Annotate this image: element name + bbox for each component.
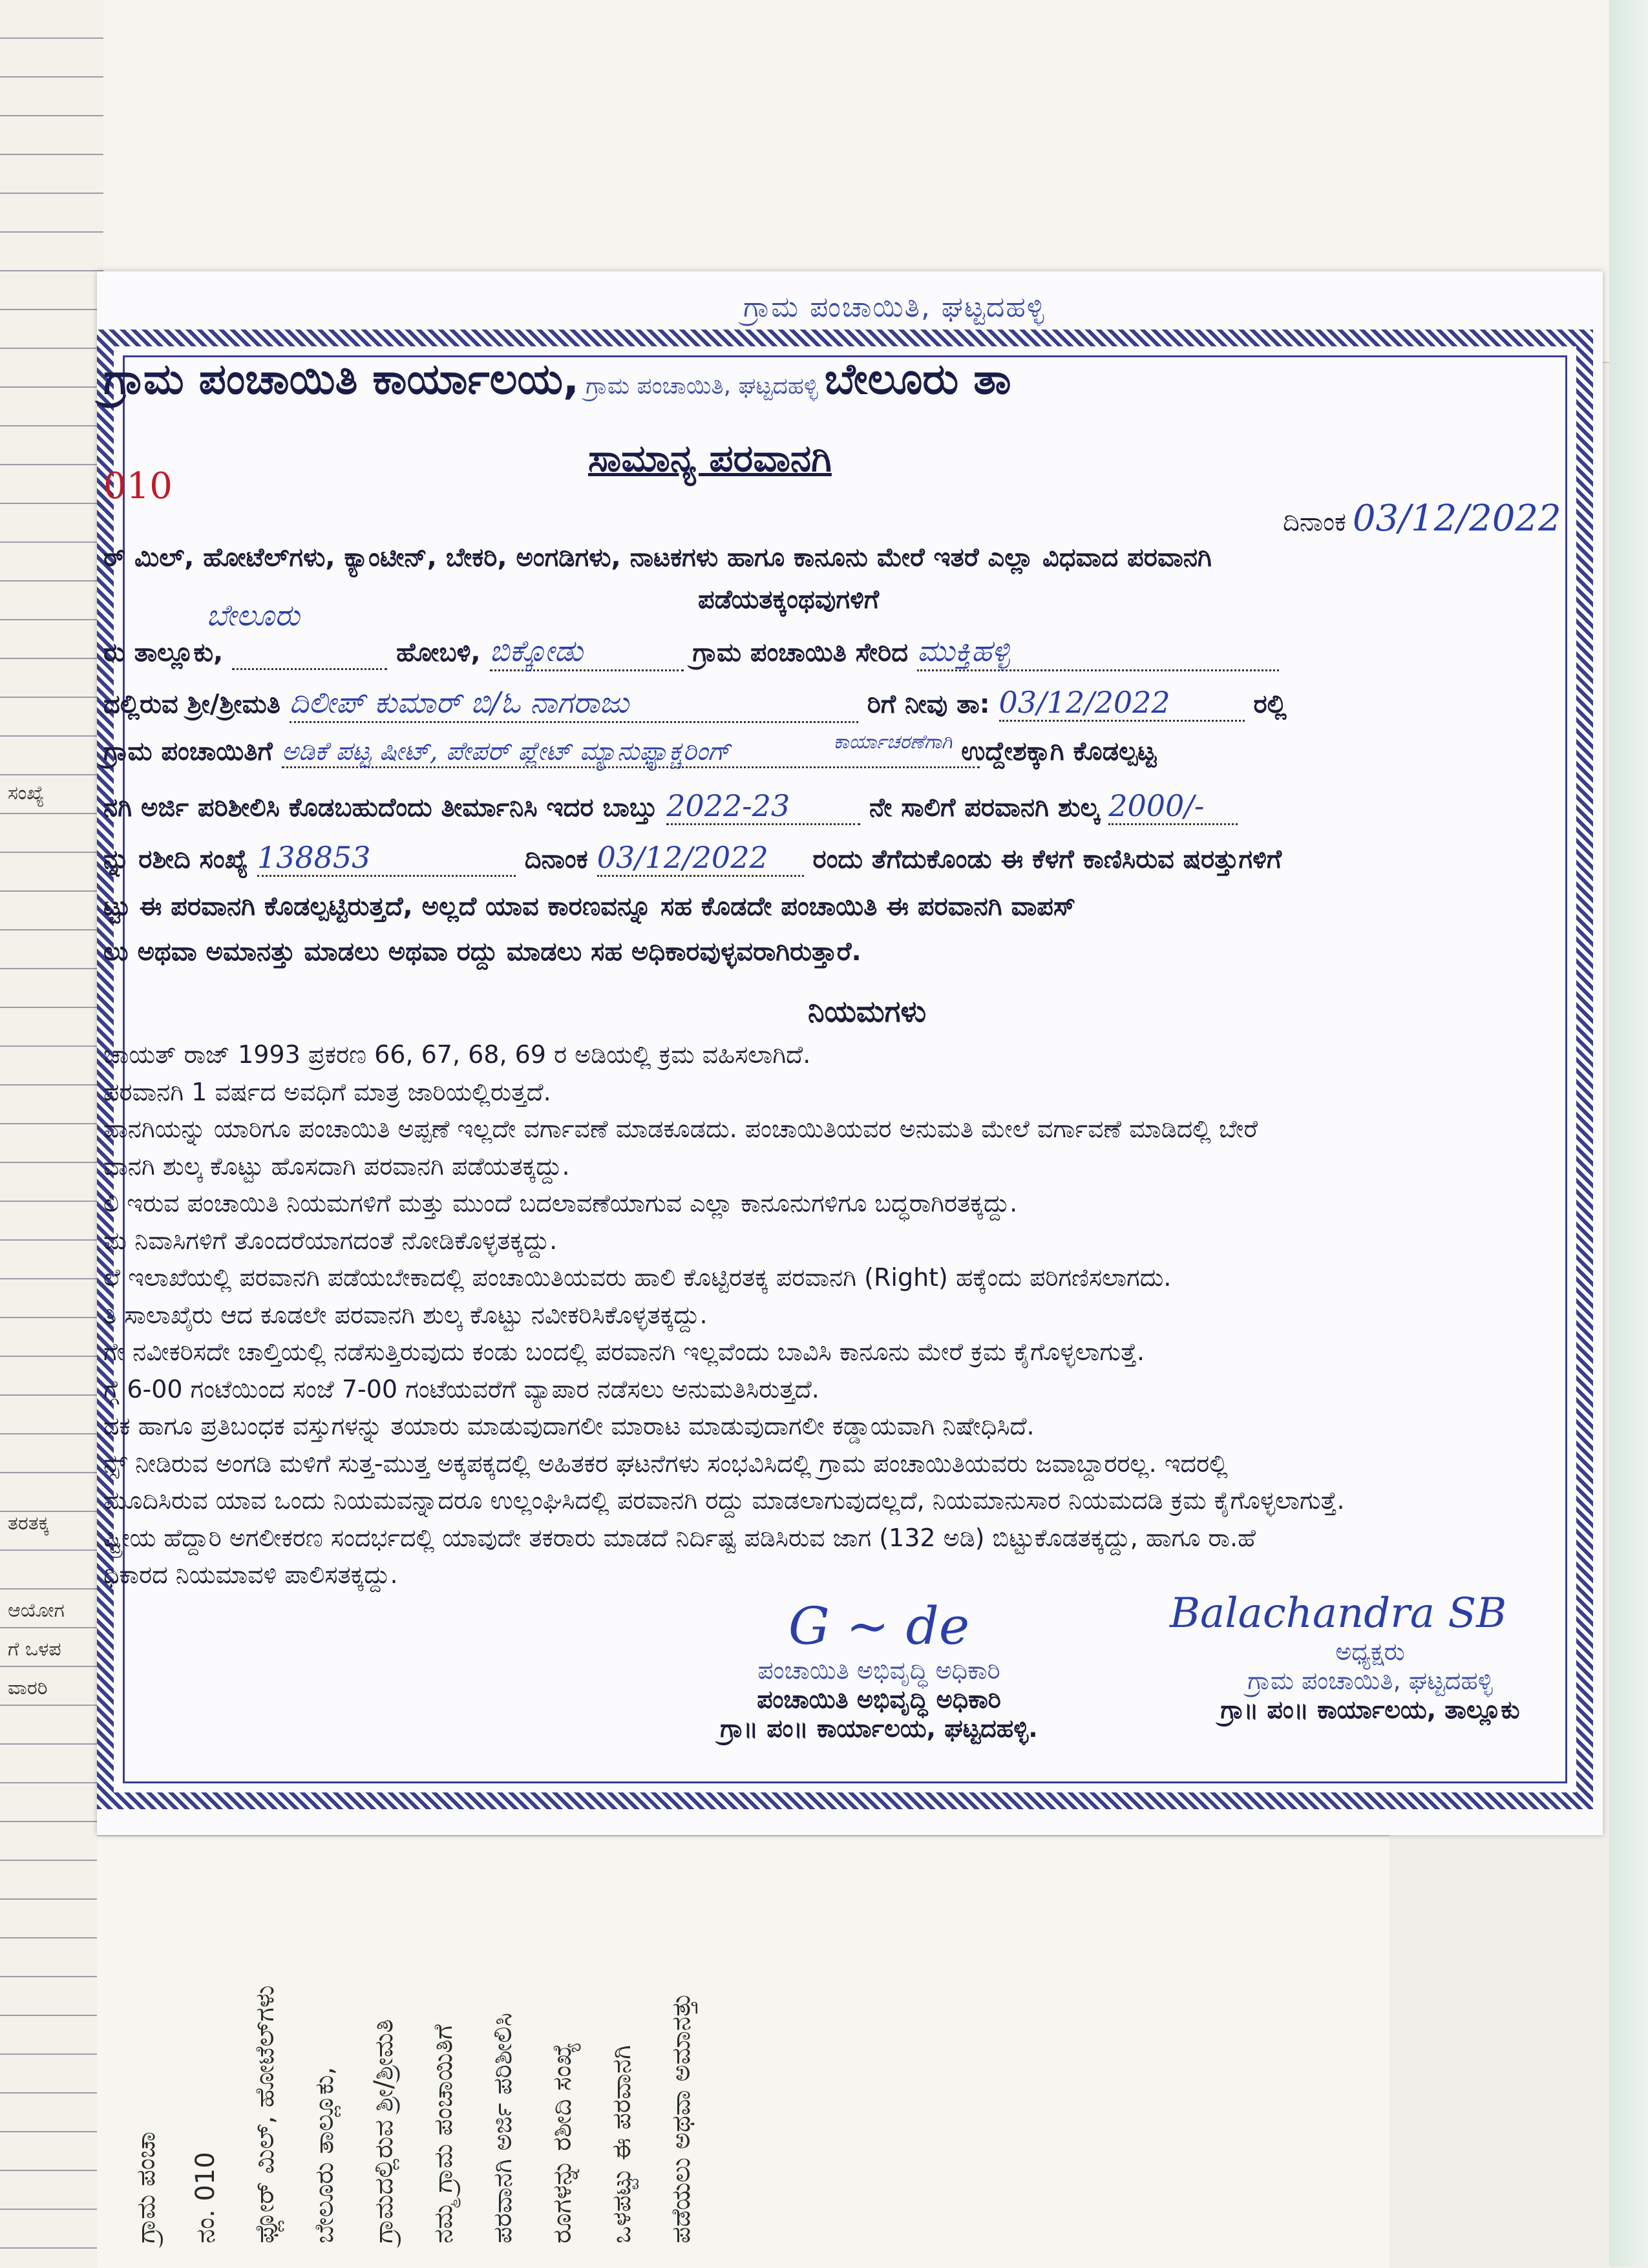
form-line-purpose	[103, 731, 1577, 768]
background-strip	[1609, 0, 1648, 2267]
president-stamp-gp: ಗ್ರಾಮ ಪಂಚಾಯಿತಿ, ಘಟ್ಟದಹಳ್ಳಿ	[1247, 1666, 1493, 1695]
margin-text: ಗೆ ಒಳಪ	[8, 1638, 61, 1661]
background-copy	[97, 1835, 1389, 2268]
margin-text: ಆಯೋಗ	[8, 1599, 65, 1622]
background-line: ಪರವಾನಗಿ ಅರ್ಜಿ ಪರಿಶೀಲಿಸಿ	[488, 2012, 518, 2243]
president-signature-block	[1170, 1590, 1570, 1725]
pdo-stamp: ಪಂಚಾಯಿತಿ ಅಭಿವೃದ್ಧಿ ಅಧಿಕಾರಿ	[757, 1656, 1000, 1685]
margin-text: ಸಂಖ್ಯೆ	[8, 782, 45, 804]
office-stamp: ಗ್ರಾಮ ಪಂಚಾಯಿತಿ, ಘಟ್ಟದಹಳ್ಳಿ	[743, 291, 1046, 324]
rules-list	[103, 1040, 1577, 1598]
hobli-value: ಬಿಕ್ಕೋಡು	[490, 633, 684, 671]
form-line-grant: ಟ್ಟು ಈ ಪರವಾನಗಿ ಕೊಡಲ್ಪಟ್ಟಿರುತ್ತದೆ, ಅಲ್ಲದೆ ಯಾವ ಕಾರಣವನ್ನೂ ಸಹ ಕೊಡದೇ ಪಂಚಾಯಿತಿ ಈ ಪರವಾನಗಿ ವಾಪಸ್	[103, 892, 1076, 921]
taluk-label: ರು ತಾಲ್ಲೂಕು,	[103, 638, 224, 667]
office-title-start: ಗ್ರಾಮ ಪಂಚಾಯಿತಿ ಕಾರ್ಯಾಲಯ,	[103, 354, 580, 404]
receipt-label: ನ್ನು ರಶೀದಿ ಸಂಖ್ಯೆ	[103, 845, 248, 874]
form-line-receipt	[103, 840, 1577, 877]
rule-item: ತಿ ಸಾಲಾಖೈರು ಆದ ಕೂಡಲೇ ಪರವಾನಗಿ ಶುಲ್ಕ ಕೊಟ್ಟು ನವೀಕರಿಸಿಕೊಳ್ಳತಕ್ಕದ್ದು.	[103, 1300, 708, 1329]
receipt-date-label: ದಿನಾಂಕ	[524, 845, 588, 874]
pdo-signature: G ~ de	[788, 1596, 970, 1656]
form-line-year	[103, 788, 1577, 825]
rule-item: ಷ್ಟ್ರೀಯ ಹೆದ್ದಾರಿ ಅಗಲೀಕರಣ ಸಂದರ್ಭದಲ್ಲಿ ಯಾವುದೇ ತಕರಾರು ಮಾಡದೆ ನಿರ್ದಿಷ್ಟ ಪಡಿಸಿರುವ ಜಾಗ (132 ಅಡಿ) ಬಿಟ್ಟುಕೊಡತಕ್ಕದ್ದು, ಹಾಗೂ ರಾ.ಹೆ	[103, 1523, 1256, 1552]
resident-label: ದಲ್ಲಿರುವ ಶ್ರೀ/ಶ್ರೀಮತಿ	[103, 689, 280, 719]
rule-item: ಚಾಯತ್ ರಾಜ್ 1993 ಪ್ರಕರಣ 66, 67, 68, 69 ರ ಅಡಿಯಲ್ಲಿ ಕ್ರಮ ವಹಿಸಲಾಗಿದೆ.	[103, 1040, 811, 1069]
consider-text: ನಗಿ ಅರ್ಜಿ ಪರಿಶೀಲಿಸಿ ಕೊಡಬಹುದೆಂದು ತೀರ್ಮಾನಿಸಿ ಇದರ ಬಾಬ್ತು	[103, 793, 658, 823]
office-title	[103, 354, 1011, 405]
purpose-value: ಅಡಿಕೆ ಪಟ್ಟ ಷೀಟ್, ಪೇಪರ್ ಪ್ಲೇಟ್ ಮ್ಯಾನುಫ್ಯಾಕ್ಚರಿಂಗ್	[282, 737, 980, 768]
background-line: ಗ್ರಾಮದಲ್ಲಿರುವ ಶ್ರೀ/ಶ್ರೀಮತಿ	[369, 2019, 399, 2243]
rule-item: ಲೆ ಇಲಾಖೆಯಲ್ಲಿ ಪರವಾನಗಿ ಪಡೆಯಬೇಕಾದಲ್ಲಿ ಪಂಚಾಯಿತಿಯವರು ಹಾಲಿ ಕೊಟ್ಟಿರತಕ್ಕ ಪರವಾನಗಿ (Right) ಹಕ್ಕೆಂದು ಪರಿಗಣಿಸಲಾಗದು.	[103, 1263, 1172, 1292]
rule-item: ಮೂದಿಸಿರುವ ಯಾವ ಒಂದು ನಿಯಮವನ್ನಾದರೂ ಉಲ್ಲಂಘಿಸಿದಲ್ಲಿ ಪರವಾನಗಿ ರದ್ದು ಮಾಡಲಾಗುವುದಲ್ಲದೆ, ನಿಯಮಾನುಸಾರ ನಿಯಮದಡಿ ಕ್ರಮ ಕೈಗೊಳ್ಳಲಾಗುತ್ತೆ.	[103, 1486, 1345, 1515]
year-value: 2022-23	[666, 788, 860, 825]
taluk-field	[206, 598, 387, 670]
issue-date	[1283, 498, 1561, 540]
applied-suffix: ರಲ್ಲಿ	[1253, 689, 1287, 719]
to-gp-label: ಗ್ರಾಮ ಪಂಚಾಯಿತಿಗೆ	[103, 737, 273, 766]
person-value: ದಿಲೀಪ್ ಕುಮಾರ್ ಬಿ/ಓ ನಾಗರಾಜು	[290, 685, 858, 723]
purpose-label: ಉದ್ದೇಶಕ್ಕಾಗಿ ಕೊಡಲ್ಪಟ್ಟ	[961, 737, 1157, 766]
president-office: ಗ್ರಾ॥ ಪಂ॥ ಕಾರ್ಯಾಲಯ, ತಾಲ್ಲೂಕು	[1220, 1696, 1520, 1724]
rule-item: ಲಿ ಇರುವ ಪಂಚಾಯಿತಿ ನಿಯಮಗಳಿಗೆ ಮತ್ತು ಮುಂದೆ ಬದಲಾವಣೆಯಾಗುವ ಎಲ್ಲಾ ಕಾನೂನುಗಳಿಗೂ ಬದ್ಧರಾಗಿರತಕ್ಕದ್ದು.	[103, 1189, 1018, 1217]
receipt-date-value: 03/12/2022	[597, 840, 804, 877]
year-label: ನೇ ಸಾಲಿಗೆ ಪರವಾನಗಿ ಶುಲ್ಕ	[869, 793, 1100, 823]
background-line: ಒಳಪಟ್ಟು ಈ ಪರವಾನಗಿ	[607, 2045, 637, 2243]
applied-date: 03/12/2022	[999, 685, 1245, 722]
applied-label: ರಿಗೆ ನೀವು ತಾ:	[867, 689, 990, 719]
background-line: ನಮ್ಮ ಗ್ರಾಮ ಪಂಚಾಯಿತಿಗೆ	[428, 2024, 458, 2243]
rule-item: ವಾನಗಿ ಶುಲ್ಕ ಕೊಟ್ಟು ಹೊಸದಾಗಿ ಪರವಾನಗಿ ಪಡೆಯತಕ್ಕದ್ದು.	[103, 1151, 570, 1181]
rules-heading: ನಿಯಮಗಳು	[808, 994, 927, 1029]
taluk-value: ಬೇಲೂರು	[206, 598, 300, 633]
margin-text: ತರತಕ್ಕ	[8, 1512, 50, 1535]
background-line: ಫ್ಲೋರ್ ಮಿಲ್, ಹೋಟೆಲ್‌ಗಳು	[250, 1985, 280, 2243]
form-line-revoke: ಲು ಅಥವಾ ಅಮಾನತ್ತು ಮಾಡಲು ಅಥವಾ ರದ್ದು ಮಾಡಲು ಸಹ ಅಧಿಕಾರವುಳ್ಳವರಾಗಿರುತ್ತಾರೆ.	[103, 937, 861, 967]
intro-line: ಪಡೆಯತಕ್ಕಂಥವುಗಳಿಗೆ	[698, 585, 880, 614]
rule-item: ಮ ನಿವಾಸಿಗಳಿಗೆ ತೊಂದರೆಯಾಗದಂತೆ ನೋಡಿಕೊಳ್ಳತಕ್ಕದ್ದು.	[103, 1226, 558, 1255]
rule-item: ವಾನಗಿಯನ್ನು ಯಾರಿಗೂ ಪಂಚಾಯಿತಿ ಅಪ್ಪಣೆ ಇಲ್ಲದೇ ವರ್ಗಾವಣೆ ಮಾಡಕೂಡದು. ಪಂಚಾಯಿತಿಯವರ ಅನುಮತಿ ಮೇಲೆ ವರ್ಗಾವಣೆ ಮಾಡಿದಲ್ಲಿ ಬೇರೆ	[103, 1115, 1258, 1143]
pdo-office: ಗ್ರಾ॥ ಪಂ॥ ಕಾರ್ಯಾಲಯ, ಘಟ್ಟದಹಳ್ಳಿ.	[720, 1714, 1038, 1743]
village-value: ಮುಕ್ತಿಹಳ್ಳಿ	[917, 633, 1279, 671]
president-signature: Balachandra SB	[1170, 1590, 1507, 1637]
purpose-note: ಕಾರ್ಯಾಚರಣೆಗಾಗಿ	[833, 731, 953, 753]
receipt-suffix: ರಂದು ತೆಗೆದುಕೊಂಡು ಈ ಕೆಳಗೆ ಕಾಣಿಸಿರುವ ಷರತ್ತುಗಳಿಗೆ	[812, 845, 1282, 874]
rule-item: ದಕ ಹಾಗೂ ಪ್ರತಿಬಂಧಕ ವಸ್ತುಗಳನ್ನು ತಯಾರು ಮಾಡುವುದಾಗಲೀ ಮಾರಾಟ ಮಾಡುವುದಾಗಲೀ ಕಡ್ಡಾಯವಾಗಿ ನಿಷೇಧಿಸಿದೆ.	[103, 1412, 1035, 1440]
intro-line: ರ್ ಮಿಲ್, ಹೋಟೆಲ್‌ಗಳು, ಕ್ಯಾಂಟೀನ್, ಬೇಕರಿ, ಅಂಗಡಿಗಳು, ನಾಟಕಗಳು ಹಾಗೂ ಕಾನೂನು ಮೇರೆ ಇತರೆ ಎಲ್ಲಾ ವಿಧವಾದ ಪರವಾನಗಿ	[103, 543, 1212, 572]
form-line-person	[103, 685, 1577, 723]
gp-label: ಗ್ರಾಮ ಪಂಚಾಯಿತಿ ಸೇರಿದ	[692, 638, 909, 667]
background-line: ಬೇಲೂರು ತಾಲ್ಲೂಕು,	[310, 2066, 339, 2243]
rule-item: ನ್ಸ್ ನೀಡಿರುವ ಅಂಗಡಿ ಮಳಿಗೆ ಸುತ್ತ-ಮುತ್ತ ಅಕ್ಕಪಕ್ಕದಲ್ಲಿ ಅಹಿತಕರ ಘಟನೆಗಳು ಸಂಭವಿಸಿದಲ್ಲಿ ಗ್ರಾಮ ಪಂಚಾಯಿತಿಯವರು ಜವಾಬ್ದಾರರಲ್ಲ. ಇದರಲ್ಲಿ	[103, 1449, 1228, 1478]
serial-number: 010	[103, 465, 173, 507]
background-line: ನಂ. 010	[191, 2152, 220, 2243]
background-line: ಗ್ರಾಮ ಪಂಚಾ	[131, 2131, 161, 2243]
rule-item: ಧಿಕಾರದ ನಿಯಮಾವಳಿ ಪಾಲಿಸತಕ್ಕದ್ದು.	[103, 1560, 398, 1589]
pdo-title: ಪಂಚಾಯಿತಿ ಅಭಿವೃದ್ಧಿ ಅಧಿಕಾರಿ	[757, 1685, 1001, 1714]
office-title-end: ಬೇಲೂರು ತಾ	[824, 354, 1011, 404]
rule-item: ಗ್ಗೆ 6-00 ಗಂಟೆಯಿಂದ ಸಂಜೆ 7-00 ಗಂಟೆಯವರೆಗೆ ವ್ಯಾಪಾರ ನಡೆಸಲು ಅನುಮತಿಸಿರುತ್ತದೆ.	[103, 1374, 819, 1403]
president-stamp-title: ಅಧ್ಯಕ್ಷರು	[1335, 1637, 1405, 1666]
hobli-label: ಹೋಬಳಿ,	[396, 638, 481, 667]
pdo-signature-block	[653, 1596, 1105, 1743]
date-label: ದಿನಾಂಕ	[1283, 507, 1346, 537]
document-title: ಸಾಮಾನ್ಯ ಪರವಾನಗಿ	[588, 436, 832, 480]
date-value: 03/12/2022	[1352, 498, 1561, 540]
ledger-background	[0, 0, 105, 2267]
receipt-value: 138853	[257, 840, 516, 877]
fee-value: 2000/-	[1108, 788, 1238, 825]
rule-item: ಪರವಾನಗಿ 1 ವರ್ಷದ ಅವಧಿಗೆ ಮಾತ್ರ ಜಾರಿಯಲ್ಲಿರುತ್ತದೆ.	[103, 1077, 551, 1106]
margin-text: ವಾರರಿ	[8, 1677, 48, 1699]
inline-stamp: ಗ್ರಾಮ ಪಂಚಾಯಿತಿ, ಘಟ್ಟದಹಳ್ಳಿ	[586, 373, 818, 399]
license-certificate	[97, 271, 1603, 1835]
background-line: ಪಡೆಯಲು ಅಥವಾ ಅಮಾನತ್ತು	[666, 1992, 696, 2243]
background-line: ರೂಗಳನ್ನು ರಶೀದಿ ಸಂಖ್ಯೆ	[547, 2042, 577, 2243]
rule-item: ಗೇ ನವೀಕರಿಸದೇ ಚಾಲ್ತಿಯಲ್ಲಿ ನಡೆಸುತ್ತಿರುವುದು ಕಂಡು ಬಂದಲ್ಲಿ ಪರವಾನಗಿ ಇಲ್ಲವೆಂದು ಬಾವಿಸಿ ಕಾನೂನು ಮೇರೆ ಕ್ರಮ ಕೈಗೊಳ್ಳಲಾಗುತ್ತೆ.	[103, 1338, 1145, 1366]
